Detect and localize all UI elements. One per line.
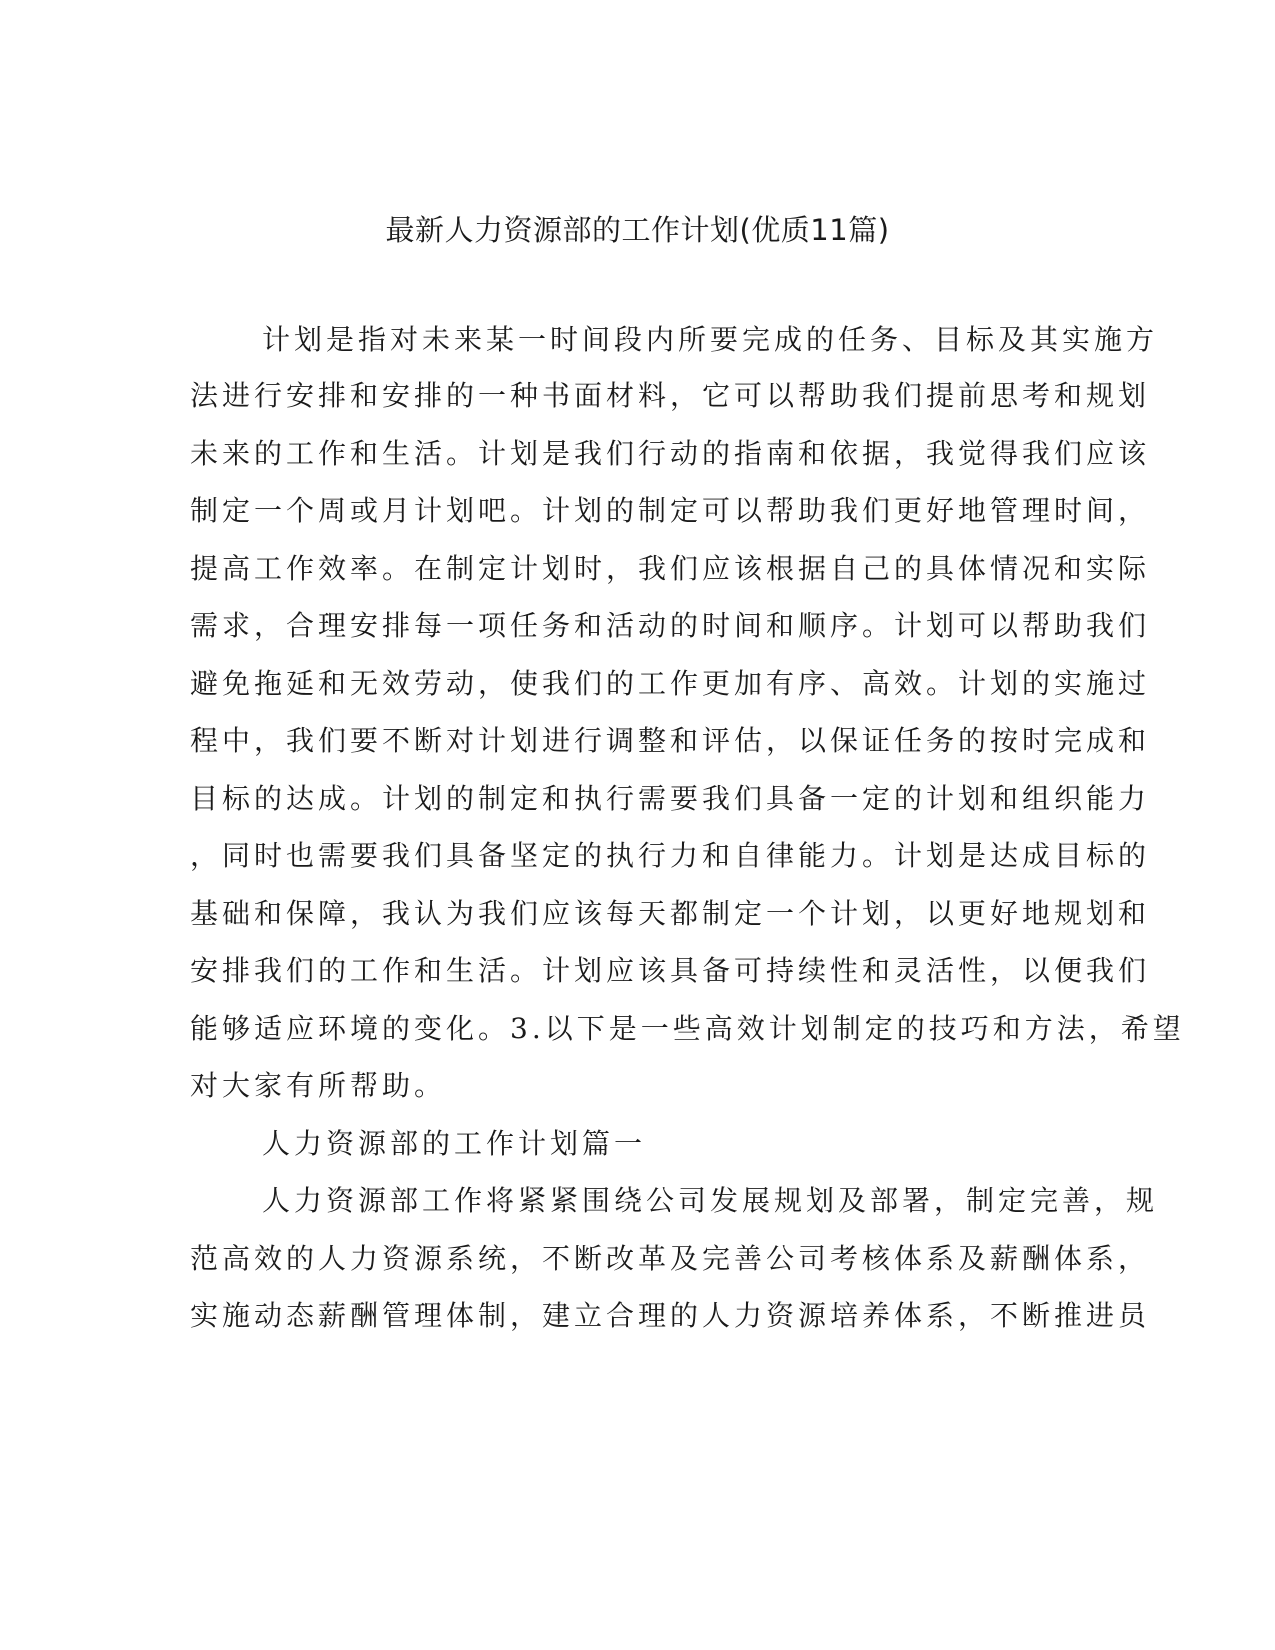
document-title: 最新人力资源部的工作计划(优质11篇) [385, 213, 890, 247]
section-line: 实施动态薪酬管理体制，建立合理的人力资源培养体系，不断推进员 [190, 1299, 1151, 1332]
intro-line: 未来的工作和生活。计划是我们行动的指南和依据，我觉得我们应该 [190, 437, 1151, 470]
section-heading: 人力资源部的工作计划篇一 [262, 1127, 647, 1160]
section-line: 人力资源部工作将紧紧围绕公司发展规划及部署，制定完善，规 [262, 1184, 1159, 1217]
intro-line: 法进行安排和安排的一种书面材料，它可以帮助我们提前思考和规划 [190, 379, 1151, 412]
intro-line: 避免拖延和无效劳动，使我们的工作更加有序、高效。计划的实施过 [190, 667, 1151, 700]
intro-line: 制定一个周或月计划吧。计划的制定可以帮助我们更好地管理时间， [190, 494, 1151, 527]
intro-line: 提高工作效率。在制定计划时，我们应该根据自己的具体情况和实际 [190, 552, 1151, 585]
intro-line: 安排我们的工作和生活。计划应该具备可持续性和灵活性，以便我们 [190, 954, 1151, 987]
intro-line: 对大家有所帮助。 [190, 1069, 447, 1102]
intro-line: 计划是指对未来某一时间段内所要完成的任务、目标及其实施方 [262, 323, 1159, 356]
intro-line: ，同时也需要我们具备坚定的执行力和自律能力。计划是达成目标的 [190, 839, 1151, 872]
intro-line: 程中，我们要不断对计划进行调整和评估，以保证任务的按时完成和 [190, 724, 1151, 757]
section-line: 范高效的人力资源系统，不断改革及完善公司考核体系及薪酬体系， [190, 1242, 1151, 1275]
intro-line: 能够适应环境的变化。3.以下是一些高效计划制定的技巧和方法，希望 [190, 1012, 1185, 1045]
intro-line: 需求，合理安排每一项任务和活动的时间和顺序。计划可以帮助我们 [190, 609, 1151, 642]
intro-line: 基础和保障，我认为我们应该每天都制定一个计划，以更好地规划和 [190, 897, 1151, 930]
intro-line: 目标的达成。计划的制定和执行需要我们具备一定的计划和组织能力 [190, 782, 1151, 815]
